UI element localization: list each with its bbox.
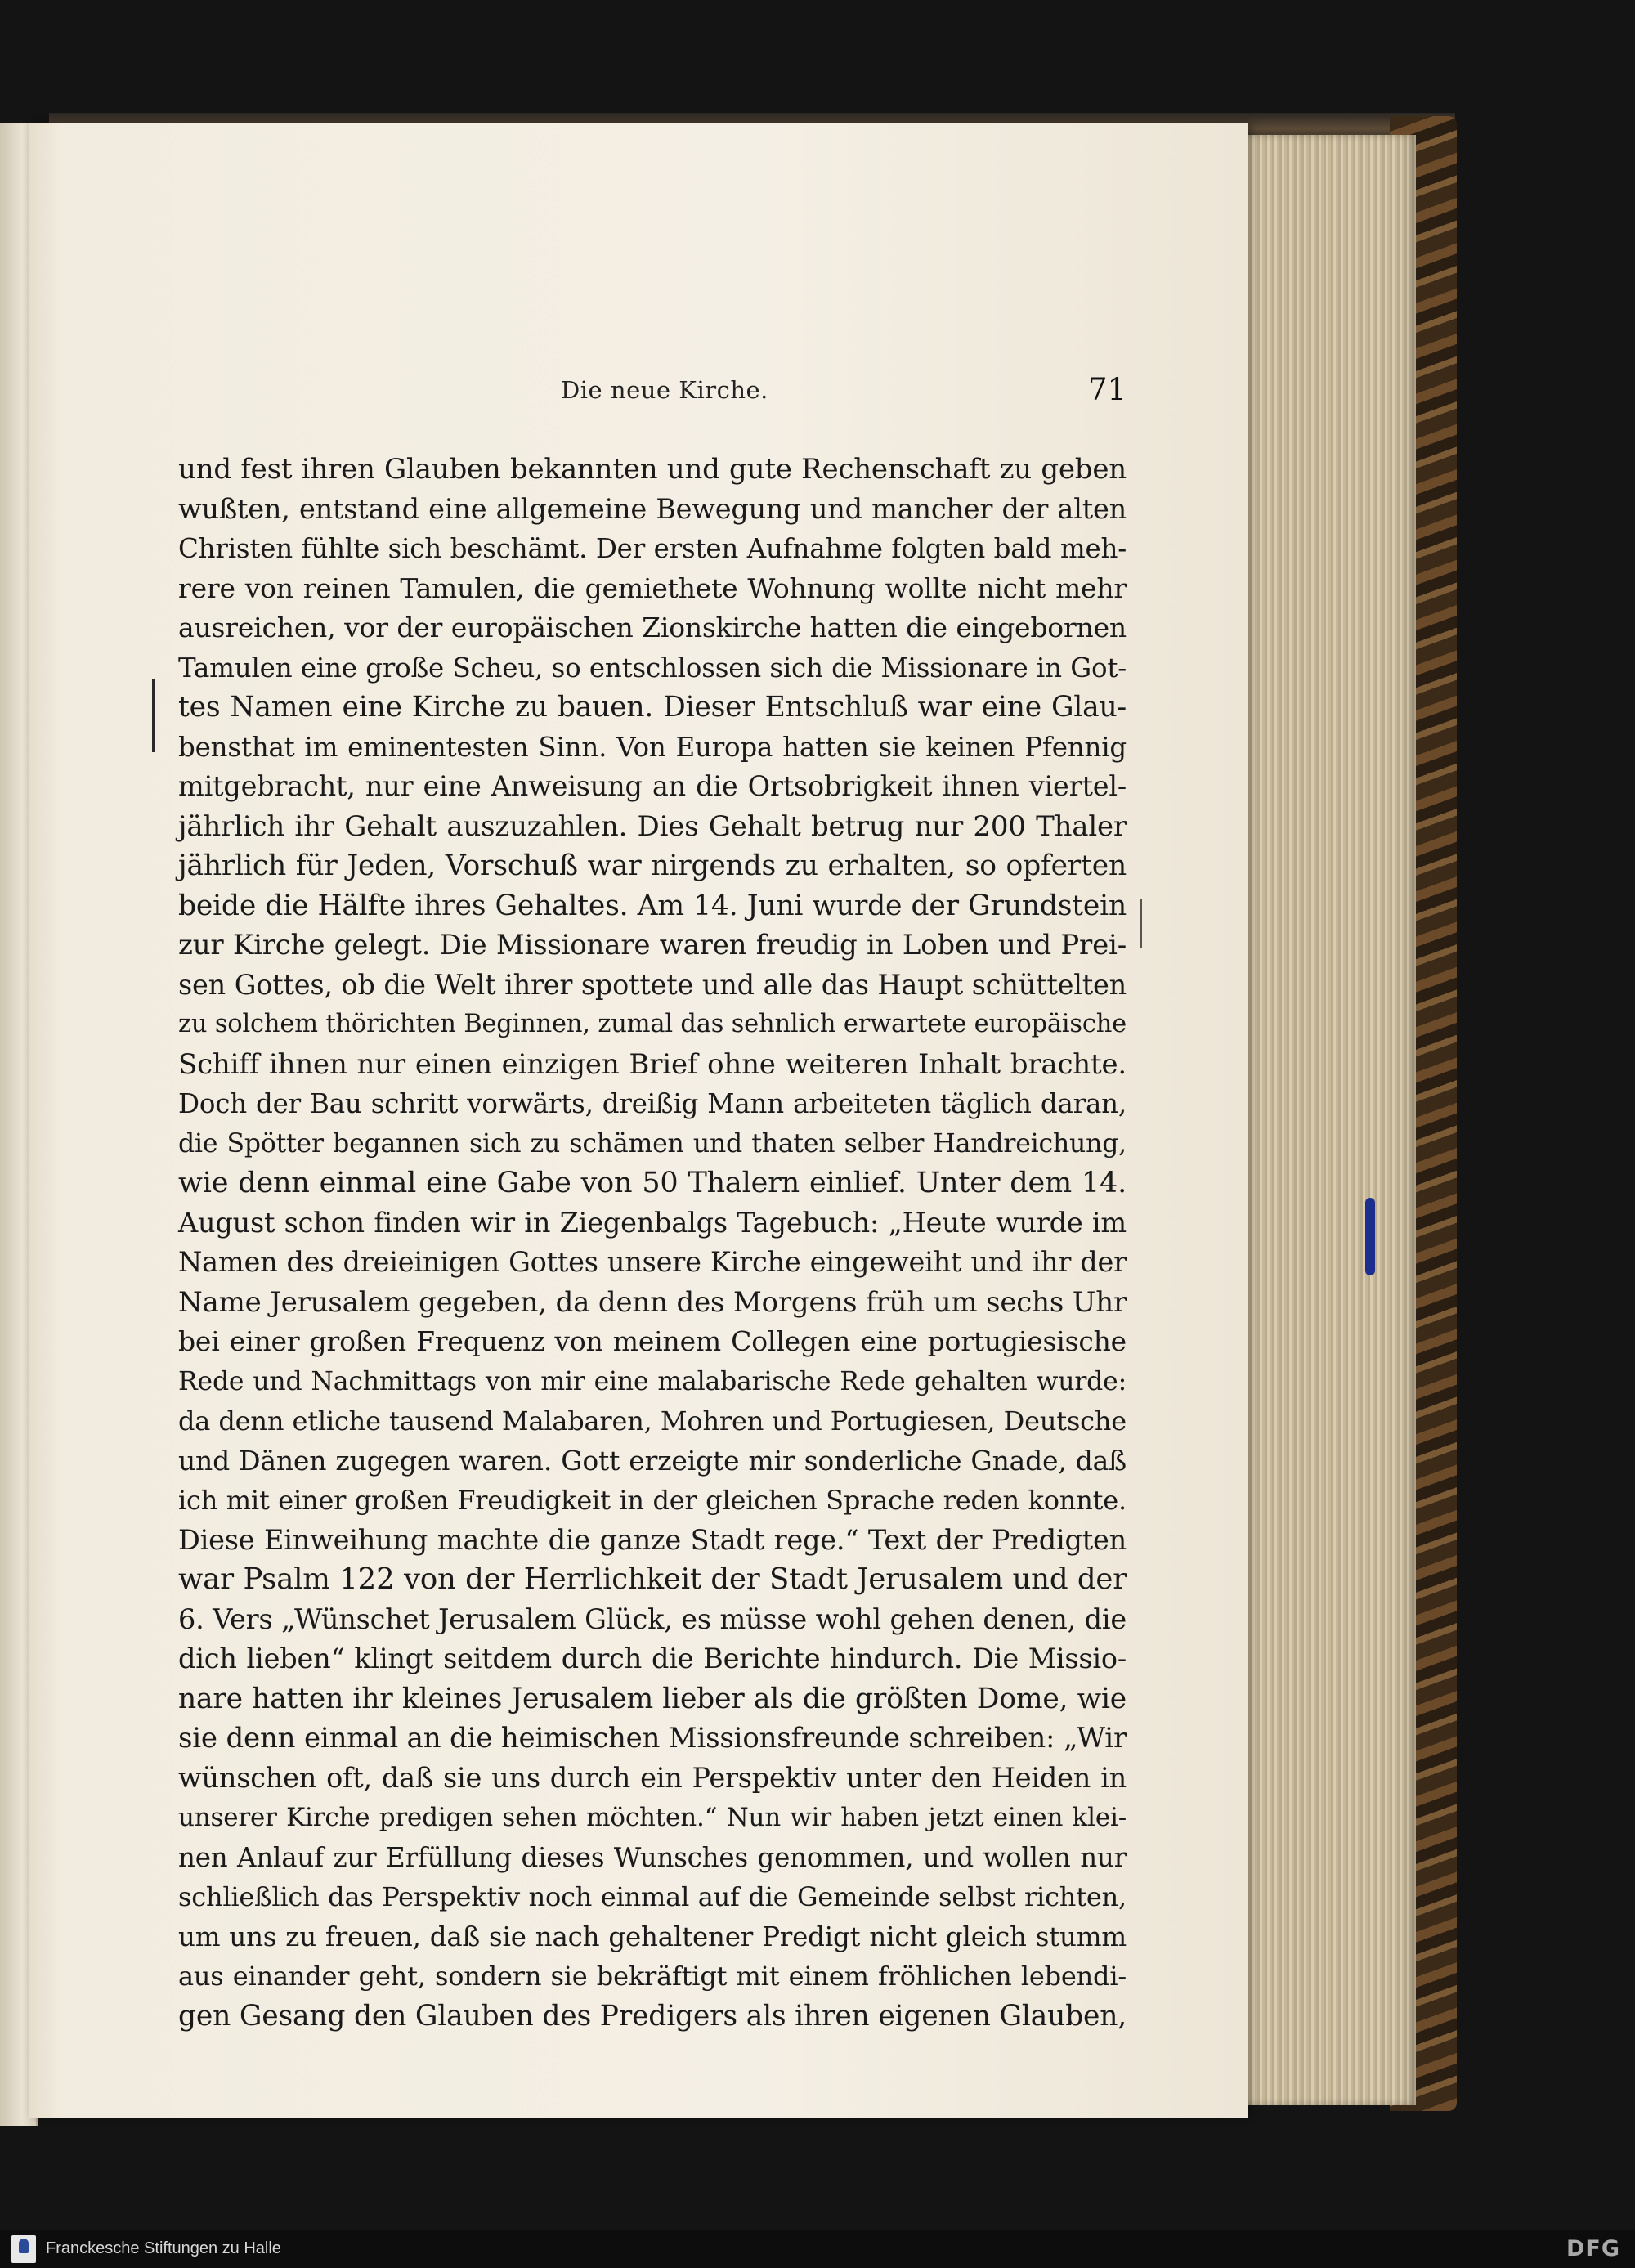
body-text xyxy=(178,450,1127,2036)
text-line: Name Jerusalem gegeben, da denn des Morgens früh um sechs Uhr xyxy=(178,1285,1127,1319)
text-line: aus einander geht, sondern sie bekräftigt mit einem fröhlichen lebendi- xyxy=(178,1961,1127,1992)
page-block-fore-edge xyxy=(1226,135,1416,2105)
text-line: mitgebracht, nur eine Anweisung an die Ortsobrigkeit ihnen viertel- xyxy=(178,770,1127,802)
institution-label[interactable]: Franckesche Stiftungen zu Halle xyxy=(46,2239,281,2257)
text-line: wußten, entstand eine allgemeine Bewegung und mancher der alten xyxy=(178,492,1127,525)
text-line: bei einer großen Frequenz von meinem Collegen eine portugiesische xyxy=(178,1325,1127,1357)
text-line: Rede und Nachmittags von mir eine malabarische Rede gehalten wurde: xyxy=(178,1366,1127,1396)
text-line: Christen fühlte sich beschämt. Der ersten Aufnahme folgten bald meh- xyxy=(178,533,1127,564)
text-line: dich lieben“ klingt seitdem durch die Berichte hindurch. Die Missio- xyxy=(178,1643,1127,1674)
page-number: 71 xyxy=(1088,372,1127,407)
text-line: um uns zu freuen, daß sie nach gehaltener Predigt nicht gleich stumm xyxy=(178,1921,1127,1952)
text-line: rere von reinen Tamulen, die gemiethete Wohnung wollte nicht mehr xyxy=(178,571,1127,604)
text-line: und fest ihren Glauben bekannten und gute Rechenschaft zu geben xyxy=(178,453,1127,486)
text-line: Schiff ihnen nur einen einzigen Brief ohne weiteren Inhalt brachte. xyxy=(178,1047,1127,1081)
text-line: August schon finden wir in Ziegenbalgs Tagebuch: „Heute wurde im xyxy=(178,1206,1127,1239)
text-line: da denn etliche tausend Malabaren, Mohren und Portugiesen, Deutsche xyxy=(178,1405,1127,1437)
text-line: ich mit einer großen Freudigkeit in der gleichen Sprache reden konnte. xyxy=(178,1485,1127,1516)
text-line: und Dänen zugegen waren. Gott erzeigte mir sonderliche Gnade, daß xyxy=(178,1444,1127,1477)
text-line: Diese Einweihung machte die ganze Stadt rege.“ Text der Predigten xyxy=(178,1523,1127,1556)
text-line: tes Namen eine Kirche zu bauen. Dieser Entschluß war eine Glau- xyxy=(178,691,1127,724)
text-line: jährlich ihr Gehalt auszuzahlen. Dies Gehalt betrug nur 200 Thaler xyxy=(178,809,1127,843)
text-line: war Psalm 122 von der Herrlichkeit der Stadt Jerusalem und der xyxy=(178,1562,1127,1596)
text-line: bensthat im eminentesten Sinn. Von Europa hatten sie keinen Pfennig xyxy=(178,731,1127,763)
text-line: unserer Kirche predigen sehen möchten.“ Nun wir haben jetzt einen klei- xyxy=(178,1803,1127,1832)
text-line: 6. Vers „Wünschet Jerusalem Glück, es müsse wohl gehen denen, die xyxy=(178,1602,1127,1635)
text-line: zur Kirche gelegt. Die Missionare waren freudig in Loben und Prei- xyxy=(178,929,1127,961)
book-page xyxy=(29,123,1248,2118)
text-line: nen Anlauf zur Erfüllung dieses Wunsches genommen, und wollen nur xyxy=(178,1841,1127,1873)
text-line: wie denn einmal eine Gabe von 50 Thalern einlief. Unter dem 14. xyxy=(178,1167,1127,1199)
text-line: sen Gottes, ob die Welt ihrer spottete und alle das Haupt schüttelten xyxy=(178,968,1127,1001)
text-line: Tamulen eine große Scheu, so entschlossen sich die Missionare in Got- xyxy=(178,652,1127,684)
text-line: sie denn einmal an die heimischen Missionsfreunde schreiben: „Wir xyxy=(178,1722,1127,1755)
text-line: zu solchem thörichten Beginnen, zumal das sehnlich erwartete europäische xyxy=(178,1010,1127,1038)
running-head: Die neue Kirche. xyxy=(561,376,768,404)
text-line: die Spötter begannen sich zu schämen und thaten selber Handreichung, xyxy=(178,1128,1127,1159)
dfg-logo[interactable]: DFG xyxy=(1566,2236,1620,2261)
text-line: Doch der Bau schritt vorwärts, dreißig Mann arbeiteten täglich daran, xyxy=(178,1088,1127,1119)
margin-pencil-mark-right xyxy=(1140,899,1142,948)
text-line: schließlich das Perspektiv noch einmal auf die Gemeinde selbst richten, xyxy=(178,1881,1127,1912)
text-line: ausreichen, vor der europäischen Zionskirche hatten die eingebornen xyxy=(178,612,1127,643)
margin-pencil-mark xyxy=(152,679,155,752)
text-line: gen Gesang den Glauben des Predigers als ihren eigenen Glauben, xyxy=(178,1999,1127,2033)
text-line: Namen des dreieinigen Gottes unsere Kirche eingeweiht und ihr der xyxy=(178,1246,1127,1278)
institution-logo-icon[interactable] xyxy=(11,2235,36,2263)
text-line: wünschen oft, daß sie uns durch ein Perspektiv unter den Heiden in xyxy=(178,1761,1127,1794)
text-line: beide die Hälfte ihres Gehaltes. Am 14. Juni wurde der Grundstein xyxy=(178,889,1127,922)
viewer-footer-bar xyxy=(0,2230,1635,2268)
text-line: nare hatten ihr kleines Jerusalem lieber als die größten Dome, wie xyxy=(178,1682,1127,1715)
text-line: jährlich für Jeden, Vorschuß war nirgends zu erhalten, so opferten xyxy=(178,849,1127,882)
